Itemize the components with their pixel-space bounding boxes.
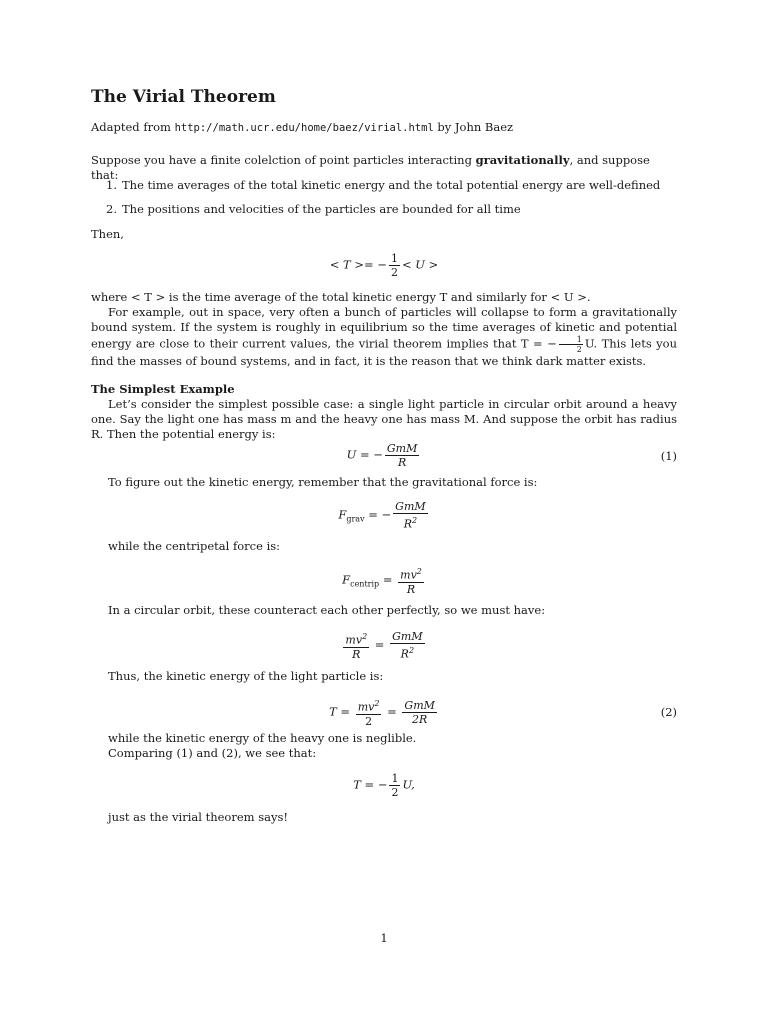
inline-fraction: $\frac{1}{2}$	[559, 335, 583, 354]
where-text: where < T > is the time average of the total kinetic energy T and similarly for < U >.	[91, 290, 591, 304]
closing-text: just as the virial theorem says!	[108, 810, 288, 824]
main-equation: < T >= − $\frac{1}{2}$ < U >	[329, 252, 439, 279]
attribution-line	[91, 120, 513, 136]
balance-equation: $\frac{mv^2}{R}$ = $\frac{\text{GmM}}{R^2}$	[345, 630, 423, 661]
simplest-paragraph: Let’s consider the simplest possible case: a single light particle in circular orbit around a heavy one. Say the light one has mass m and the heavy one has mass M. And suppose the orbit has radius R. Then the potential energy is:	[91, 397, 677, 441]
intro-text: Suppose you have a finite colelction of point particles interacting	[91, 153, 476, 167]
equation-2: T = $\frac{mv^2}{2}$ = $\frac{\text{GmM}}{2R}$	[329, 698, 435, 728]
thus-text: Thus, the kinetic energy of the light particle is:	[108, 669, 384, 683]
list-item: 2. The positions and velocities of the particles are bounded for all time	[106, 202, 521, 216]
final-equation: T = − $\frac{1}{2}$ U,	[353, 772, 415, 799]
example-paragraph: For example, out in space, very often a bunch of particles will collapse to form a gravitationally bound system. If the system is roughly in equilibrium so the time averages of kinetic and potential energy are close to their current values, the virial theorem implies that T = − $\frac{1}{2}$ U. This lets you find the masses of bound systems, and in fact, it is the reason that we think dark matter exists.	[91, 305, 677, 368]
negligible-text: while the kinetic energy of the heavy one is neglible.	[108, 731, 417, 745]
equation-number-2: (2)	[660, 705, 677, 719]
page-number: 1	[380, 931, 388, 945]
gravity-equation: $F_{grav}$ = − $\frac{\text{GmM}}{R^2}$	[338, 500, 426, 531]
attribution-suffix: by John Baez	[433, 120, 514, 134]
comparing-text: Comparing (1) and (2), we see that:	[108, 746, 317, 760]
fraction: $\frac{1}{2}$	[390, 252, 398, 279]
section-heading: The Simplest Example	[91, 382, 235, 396]
equation-number-1: (1)	[660, 449, 677, 463]
source-url: http://math.ucr.edu/home/baez/virial.html	[174, 122, 434, 134]
conditions-list	[106, 178, 676, 217]
centripetal-equation: $F_{centrip}$ = $\frac{mv^2}{R}$	[342, 567, 422, 596]
circular-orbit-text: In a circular orbit, these counteract each other perfectly, so we must have:	[108, 603, 546, 617]
page-title: The Virial Theorem	[91, 87, 276, 107]
attribution-prefix: Adapted from	[91, 120, 175, 134]
list-item: 1. The time averages of the total kinetic energy and the total potential energy are well-defined	[106, 178, 661, 192]
intro-bold-term: gravitationally	[475, 153, 570, 167]
then-text: Then,	[91, 227, 124, 241]
centripetal-intro: while the centripetal force is:	[108, 539, 281, 553]
equation-1: U = − $\frac{\text{GmM}}{R}$	[346, 442, 418, 469]
intro-text-end: , and suppose that:	[91, 153, 650, 182]
kinetic-intro: To figure out the kinetic energy, remember that the gravitational force is:	[108, 475, 538, 489]
